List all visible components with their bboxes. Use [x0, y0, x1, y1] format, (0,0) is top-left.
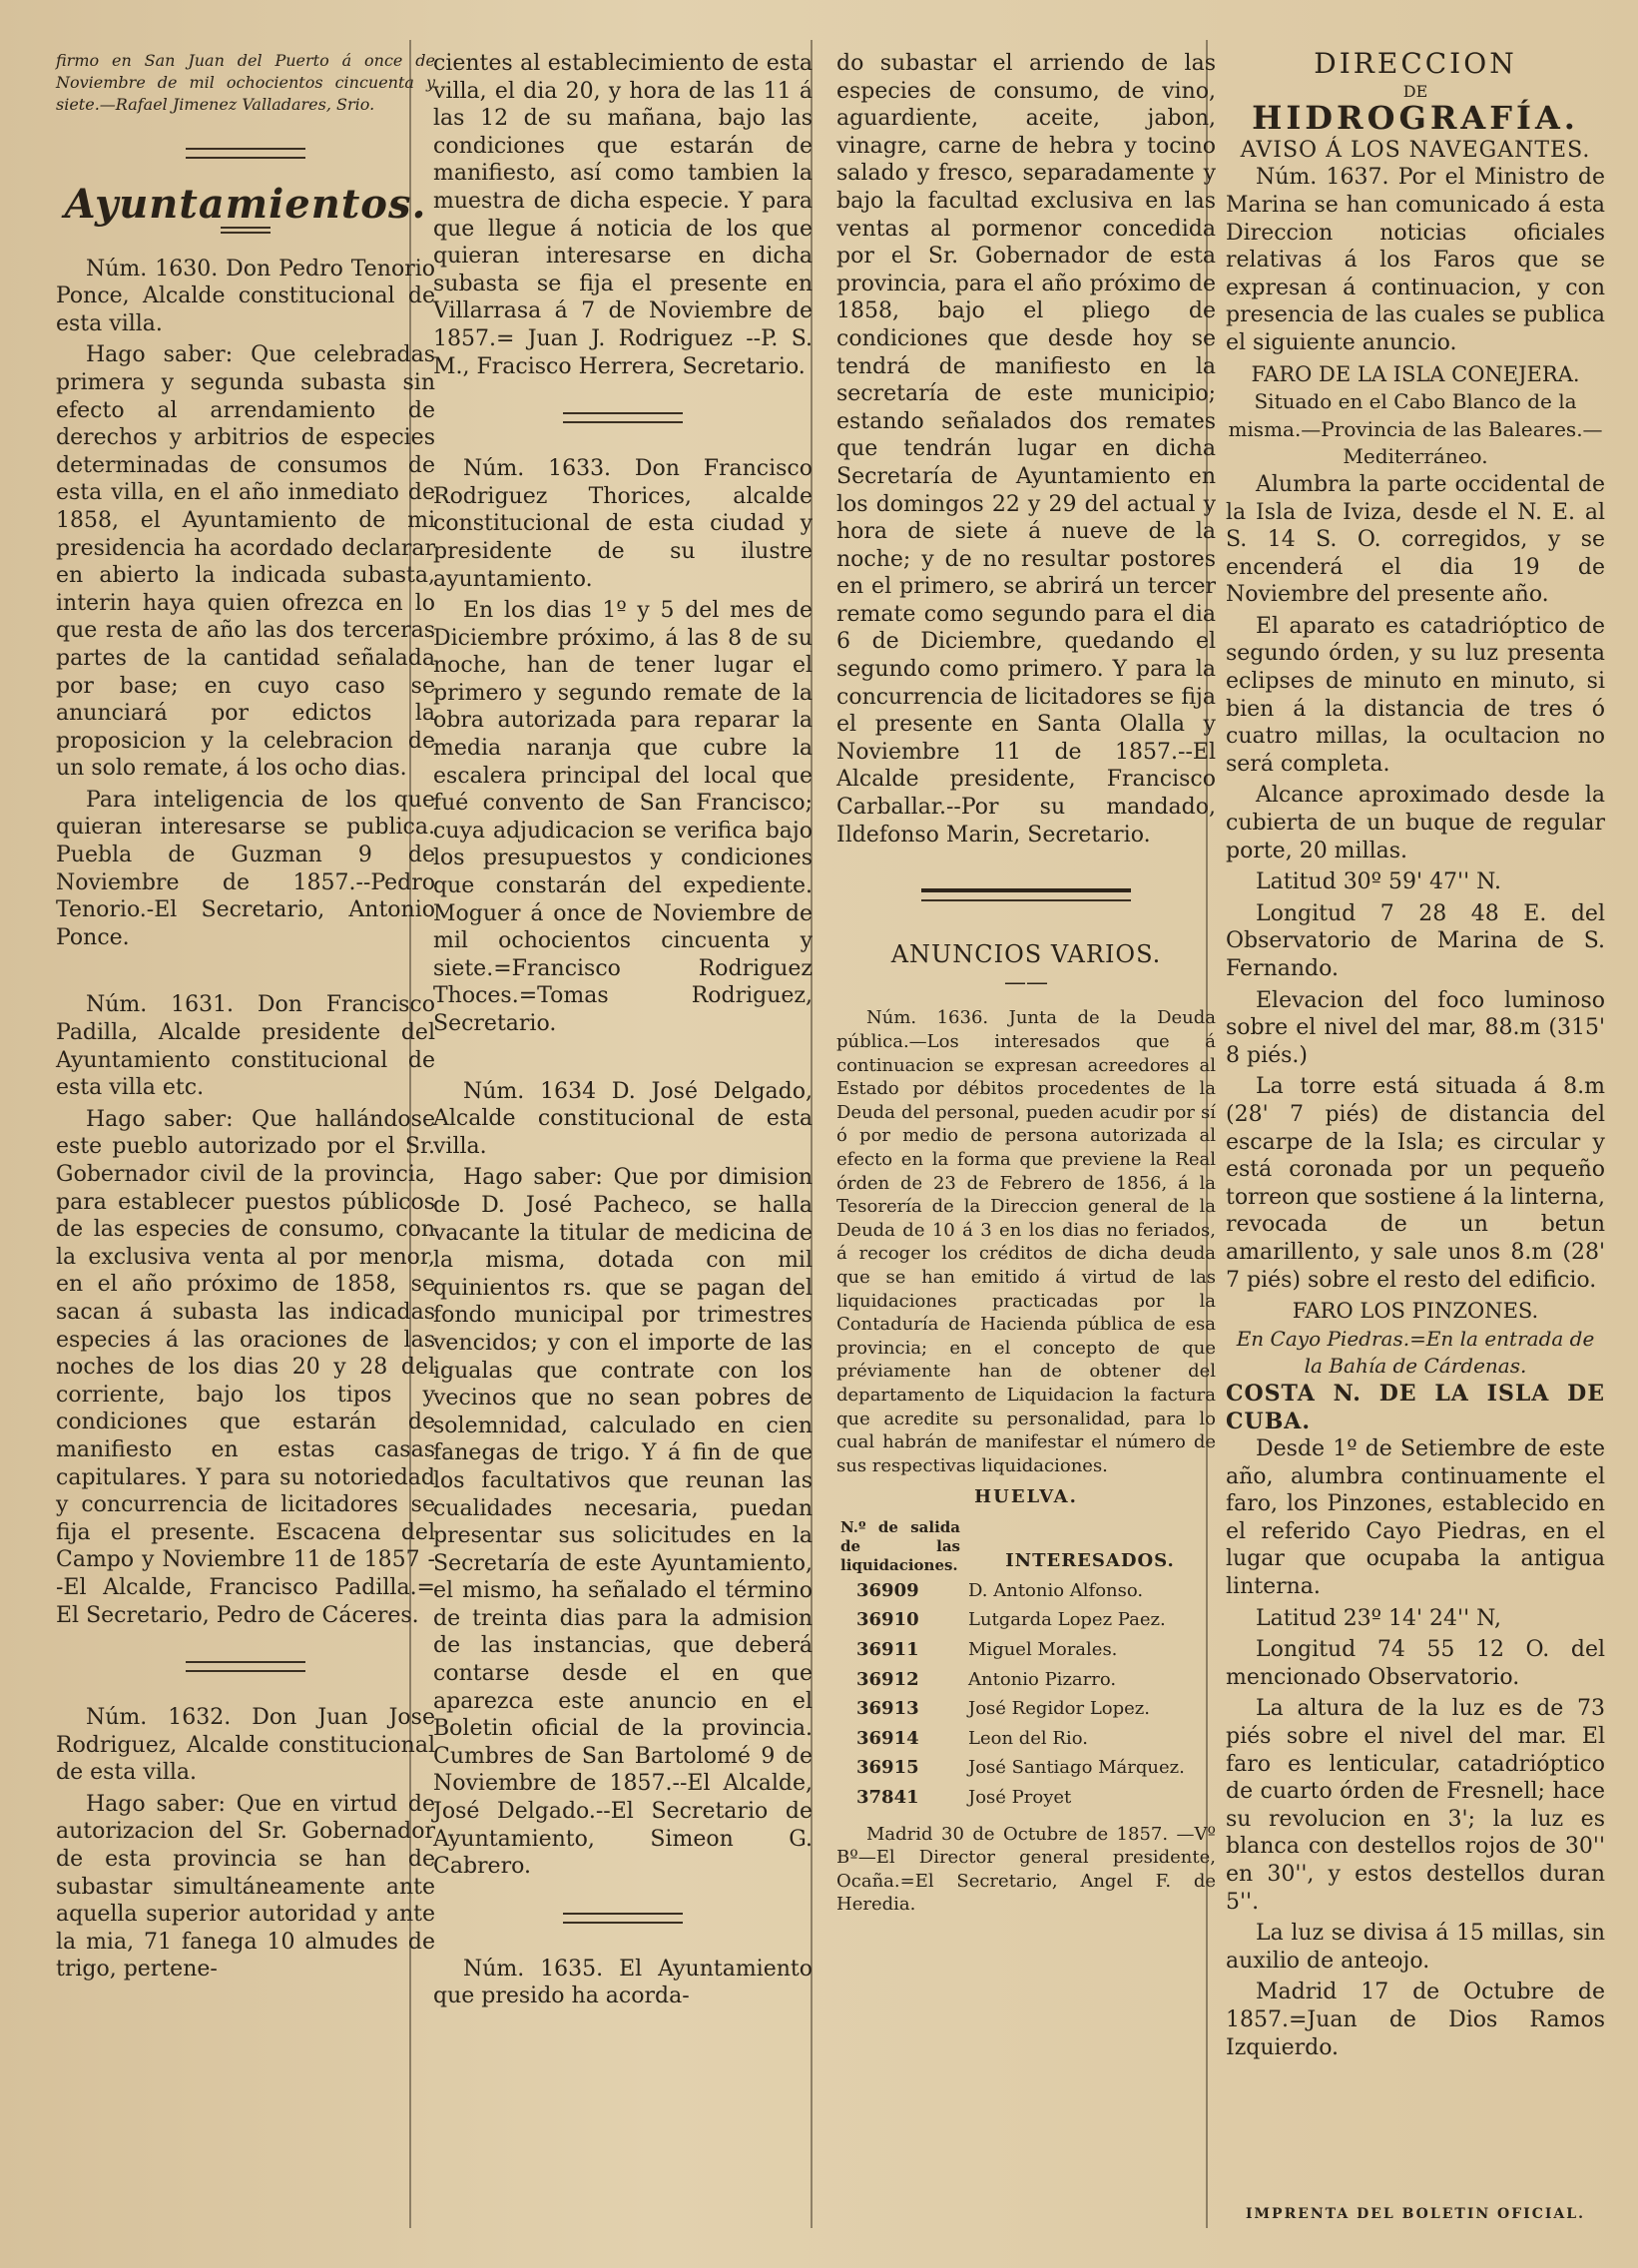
notice-1635-continued: do subastar el arriendo de las especies de consumo, de vino, aguardiente, aceite, jabon, vinagre, carne de hebra y tocino salado y fresco, separadamente y bajo la facultad exclusiva en las ventas al pormenor concedida por el Sr. Gobernador de esta provincia, para el año próximo de 1858, bajo el pliego de condiciones que desde hoy se tendrá de manifiesto en la secretaría de este municipio; estando señalados dos remates que tendrán lugar en dicha Secretaría de Ayuntamiento en los domingos 22 y 29 del actual y hora de siete á nueve de la noche; y de no resultar postores en el primero, se abrirá un tercer remate como segundo para el dia 6 de Diciembre, quedando el segundo como primero. Y para la concurrencia de licitadores se fija el presente en Santa Olalla y Noviembre 11 de 1857.--El Alcalde presidente, Francisco Carballar.--Por su mandado, Ildefonso Marin, Secretario. — [836, 51, 1216, 848]
notice-1631-header: Núm. 1631. Don Francisco Padilla, Alcalde presidente del Ayuntamiento constitucional de esta villa etc. — [56, 992, 435, 1101]
divider-rule — [186, 1661, 305, 1672]
hidrografia-heading: HIDROGRAFÍA. — [1252, 99, 1579, 138]
faro-conejera-text: El aparato es catadrióptico de segundo órden, y su luz presenta eclipses de minuto en minuto, si bien á la distancia de tres ó cuatro millas, la ocultacion no será completa. — [1226, 613, 1605, 777]
divider-rule — [563, 412, 683, 423]
notice-1636-body: Núm. 1636. Junta de la Deuda pública.—Los interesados que á continuacion se expresan acreedores al Estado por débitos procedentes de la Deuda del personal, pueden acudir por sí ó por medio de persona autorizada al efecto en la forma que previene la Real órden de 23 de Febrero de 1856, á la Tesorería de la Direccion general de la Deuda de 10 á 3 en los dias no feriados, á recoger los créditos de dicha deuda que se han emitido á virtud de las liquidaciones practicadas por la Contaduría de Hacienda pública de esa provincia; en el concepto de que préviamente han de obtener del departamento de Liquidacion la factura que acredite su personalidad, para lo cual habrán de manifestar el número de sus respectivas liquidaciones. — [836, 1007, 1216, 1476]
notice-1632-header: Núm. 1632. Don Juan Jose Rodriguez, Alcalde constitucional de esta villa. — [56, 1705, 435, 1786]
table-row — [836, 1783, 1216, 1813]
row-name: D. Antonio Alfonso. — [968, 1579, 1144, 1601]
table-row — [836, 1724, 1216, 1754]
row-number: 36910 — [856, 1609, 919, 1631]
faro-pinzones-text: La altura de la luz es de 73 piés sobre el nivel del mar. El faro es lenticular, catadrióptico de cuarto órden de Fresnell; hace su revolucion en 3'; la luz es blanca con destellos rojos de 30'' en 30'', y estos destellos duran 5''. — [1226, 1696, 1605, 1915]
huelva-heading: HUELVA. — [974, 1486, 1078, 1508]
table-header-row — [836, 1517, 1216, 1576]
notice-1631-body: Hago saber: Que hallándose este pueblo autorizado por el Sr. Gobernador civil de la provincia, para establecer puestos públicos de las especies de consumo, con la exclusiva venta al por menor, en el año próximo de 1858, se sacan á subasta las indicadas especies á las oraciones de las noches de los dias 20 y 28 del corriente, bajo los tipos y condiciones que estarán de manifiesto en estas casas capitulares. Y para su notoriedad y concurrencia de licitadores se fija el presente. Escacena del Campo y Noviembre 11 de 1857 --El Alcalde, Francisco Padilla.= El Secretario, Pedro de Cáceres. — [56, 1106, 435, 1628]
table-header-names: INTERESADOS. — [1005, 1550, 1175, 1572]
row-name: Lutgarda Lopez Paez. — [968, 1609, 1166, 1631]
table-row — [836, 1694, 1216, 1724]
row-number: 36913 — [856, 1698, 919, 1720]
row-number: 36915 — [856, 1757, 919, 1779]
column-2 — [433, 50, 813, 2014]
notice-1637-body: Núm. 1637. Por el Ministro de Marina se han comunicado á esta Direccion noticias oficiales relativas á los Faros que se expresan á continuacion, y con presencia de las cuales se publica el siguiente anuncio. — [1226, 165, 1605, 355]
faro-conejera-location: Situado en el Cabo Blanco de la misma.—Provincia de las Baleares.—Mediterráneo. — [1228, 389, 1603, 469]
notice-1632-body: Hago saber: Que en virtud de autorizacion del Sr. Gobernador de esta provincia se han de subastar simultáneamente ante aquella superior autoridad y ante la mia, 71 fanega 10 almudes de trigo, pertene- — [56, 1791, 435, 1983]
faro-pinzones-longitude: Longitud 74 55 12 O. del mencionado Observatorio. — [1226, 1637, 1605, 1690]
faro-pinzones-text: Desde 1º de Setiembre de este año, alumbra continuamente el faro, los Pinzones, establecido en el referido Cayo Piedras, en el lugar que ocupaba la antigua linterna. — [1226, 1436, 1605, 1600]
notice-1630-closing: Para inteligencia de los que quieran interesarse se publica. Puebla de Guzman 9 de Noviembre de 1857.--Pedro Tenorio.-El Secretario, Antonio Ponce. — [56, 787, 435, 950]
table-row — [836, 1665, 1216, 1695]
divider-rule — [186, 148, 305, 159]
column-1 — [56, 50, 435, 1987]
faro-conejera-longitude: Longitud 7 28 48 E. del Observatorio de Marina de S. Fernando. — [1226, 900, 1605, 981]
printer-footer: IMPRENTA DEL BOLETIN OFICIAL. — [1246, 2206, 1585, 2222]
table-header-number: N.º de salida de las liquidaciones. — [840, 1517, 960, 1574]
creditors-table — [836, 1517, 1216, 1813]
notice-1636-closing: Madrid 30 de Octubre de 1857. —Vº Bº—El Director general presidente, Ocaña.=El Secretario, Angel F. de Heredia. — [836, 1823, 1216, 1916]
intro-text: firmo en San Juan del Puerto á once de Noviembre de mil ochocientos cincuenta y siete.—Rafael Jimenez Valladares, Srio. — [56, 51, 435, 114]
row-name: Miguel Morales. — [968, 1639, 1118, 1661]
row-name: Antonio Pizarro. — [968, 1668, 1117, 1690]
faro-conejera-heading: FARO DE LA ISLA CONEJERA. — [1251, 361, 1580, 386]
notice-1633-header: Núm. 1633. Don Francisco Rodriguez Thorices, alcalde constitucional de esta ciudad y presidente de su ilustre ayuntamiento. — [433, 456, 813, 592]
row-name: Leon del Rio. — [968, 1727, 1088, 1749]
notice-1634-header: Núm. 1634 D. José Delgado, Alcalde constitucional de esta villa. — [433, 1078, 813, 1159]
faro-conejera-text: Elevacion del foco luminoso sobre el nivel del mar, 88.m (315' 8 piés.) — [1226, 987, 1605, 1068]
column-4 — [1226, 47, 1605, 2065]
faro-pinzones-heading: FARO LOS PINZONES. — [1292, 1299, 1539, 1324]
anuncios-title: ANUNCIOS VARIOS. — [890, 940, 1162, 969]
column-3 — [836, 50, 1216, 1921]
anuncios-dash: —— — [1004, 969, 1048, 995]
section-title: Ayuntamientos. — [64, 181, 427, 228]
row-number: 37841 — [856, 1787, 919, 1809]
notice-1633-body: En los dias 1º y 5 del mes de Diciembre próximo, á las 8 de su noche, han de tener lugar el primero y segundo remate de la obra autorizada para reparar la media naranja que cubre la escalera principal del local que fué convento de San Francisco; cuya adjudicacion se verifica bajo los presupuestos y condiciones que constarán del expediente. Moguer á once de Noviembre de mil ochocientos cincuenta y siete.=Francisco Rodriguez Thoces.=Tomas Rodriguez, Secretario. — [433, 598, 813, 1036]
notice-1635-header: Núm. 1635. El Ayuntamiento que presido ha acorda- — [433, 1956, 813, 2009]
notice-1632-continued: cientes al establecimiento de esta villa, el dia 20, y hora de las 11 á las 12 de su mañana, bajo las condiciones que estarán de manifiesto, así como tambien la muestra de dicha especie. Y para que llegue á noticia de los que quieran interesarse en dicha subasta se fija el presente en Villarrasa á 7 de Noviembre de 1857.= Juan J. Rodriguez --P. S. M., Fracisco Herrera, Secretario. — [433, 51, 813, 379]
row-name: José Proyet — [968, 1787, 1072, 1809]
notice-1630-body: Hago saber: Que celebradas primera y segunda subasta sin efecto al arrendamiento de derechos y arbitrios de especies determinadas de consumos de esta villa, en el año inmediato de 1858, el Ayuntamiento de mi presidencia ha acordado declarar en abierto la indicada subasta, interin haya quien ofrezca en lo que resta de año las dos terceras partes de la cantidad señalada por base; en cuyo caso se anunciará por edictos la proposicion y la celebracion de un solo remate, á los ocho dias. — [56, 342, 435, 782]
costa-heading: COSTA N. DE LA ISLA DE CUBA. — [1226, 1380, 1605, 1434]
faro-conejera-text: Alumbra la parte occidental de la Isla de Iviza, desde el N. E. al S. 14 S. O. corregidos, y se encenderá el dia 19 de Noviembre del presente año. — [1226, 471, 1605, 608]
row-number: 36914 — [856, 1727, 919, 1749]
faro-pinzones-text: La luz se divisa á 15 millas, sin auxilio de anteojo. — [1226, 1921, 1605, 1974]
notice-1634-body: Hago saber: Que por dimision de D. José Pacheco, se halla vacante la titular de medicina de la misma, dotada con mil quinientos rs. que se pagan del fondo municipal por trimestres vencidos; y con el importe de las igualas que contrate con los vecinos que no sean pobres de solemnidad, calculado en cien fanegas de trigo. Y á fin de que los facultativos que reunan las cualidades necesaria, puedan presentar sus solicitudes en la Secretaría de este Ayuntamiento, el mismo, ha señalado el término de treinta dias para la admision de las instancias, que deberá contarse desde el en que aparezca este anuncio en el Boletin oficial de la provincia. Cumbres de San Bartolomé 9 de Noviembre de 1857.--El Alcalde, José Delgado.--El Secretario de Ayuntamiento, Simeon G. Cabrero. — [433, 1165, 813, 1880]
divider-rule — [921, 888, 1131, 901]
row-number: 36909 — [856, 1579, 919, 1601]
faro-pinzones-location: En Cayo Piedras.=En la entrada de la Bahía de Cárdenas. — [1236, 1326, 1595, 1379]
de-heading: DE — [1402, 81, 1428, 101]
direccion-heading: DIRECCION — [1314, 47, 1517, 80]
table-row — [836, 1605, 1216, 1635]
table-row — [836, 1635, 1216, 1665]
faro-conejera-text: La torre está situada á 8.m (28' 7 piés) de distancia del escarpe de la Isla; es circular y está coronada por un pequeño torreon que sostiene á la linterna, revocada de un betun amarillento, y sale unos 8.m (28' 7 piés) sobre el resto del edificio. — [1226, 1074, 1605, 1293]
aviso-heading: AVISO Á LOS NAVEGANTES. — [1240, 137, 1591, 163]
divider-rule — [563, 1913, 683, 1924]
row-name: José Santiago Márquez. — [968, 1757, 1185, 1779]
table-row — [836, 1753, 1216, 1783]
faro-conejera-latitude: Latitud 30º 59' 47'' N. — [1256, 869, 1501, 895]
faro-pinzones-closing: Madrid 17 de Octubre de 1857.=Juan de Dios Ramos Izquierdo. — [1226, 1980, 1605, 2060]
row-number: 36912 — [856, 1668, 919, 1690]
row-name: José Regidor Lopez. — [968, 1698, 1151, 1720]
faro-pinzones-latitude: Latitud 23º 14' 24'' N, — [1256, 1605, 1501, 1631]
faro-conejera-text: Alcance aproximado desde la cubierta de un buque de regular porte, 20 millas. — [1226, 783, 1605, 863]
table-row — [836, 1576, 1216, 1606]
row-number: 36911 — [856, 1639, 919, 1661]
notice-1630-header: Núm. 1630. Don Pedro Tenorio Ponce, Alcalde constitucional de esta villa. — [56, 256, 435, 336]
